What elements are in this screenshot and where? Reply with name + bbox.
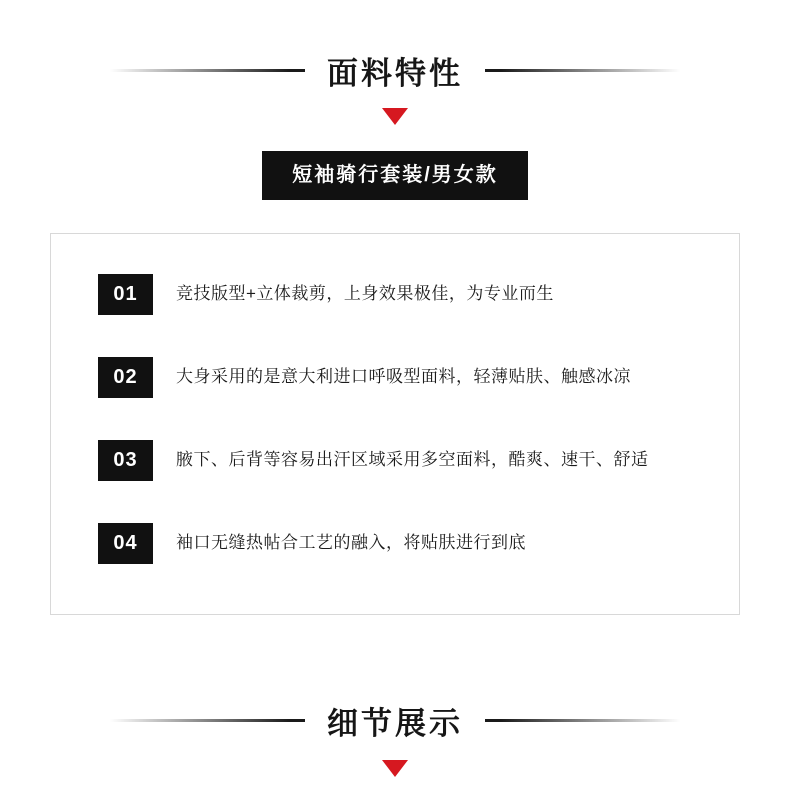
feature-list — [51, 234, 739, 571]
feature-number-badge: 03 — [98, 440, 153, 481]
heading-rule-left — [110, 69, 305, 72]
heading-rule-left — [110, 719, 305, 722]
product-tag-wrapper — [0, 151, 790, 200]
feature-number-badge: 01 — [98, 274, 153, 315]
feature-number-badge: 02 — [98, 357, 153, 398]
feature-text: 袖口无缝热帖合工艺的融入，将贴肤进行到底 — [176, 532, 526, 552]
feature-text: 大身采用的是意大利进口呼吸型面料，轻薄贴肤、触感冰凉 — [176, 366, 631, 386]
down-triangle-icon-bottom — [0, 760, 790, 777]
list-item — [51, 266, 739, 322]
feature-list-box — [50, 233, 740, 615]
section-header-fabric-features — [0, 48, 790, 93]
list-item — [51, 515, 739, 571]
feature-text: 腋下、后背等容易出汗区域采用多空面料，酷爽、速干、舒适 — [176, 449, 649, 469]
list-item — [51, 432, 739, 488]
feature-text: 竞技版型+立体裁剪，上身效果极佳，为专业而生 — [176, 283, 554, 303]
product-tag-label: 短袖骑行套装/男女款 — [262, 151, 528, 200]
section-title-top: 面料特性 — [327, 56, 463, 91]
down-triangle-icon-top — [0, 108, 790, 125]
list-item — [51, 349, 739, 405]
heading-rule-right — [485, 719, 680, 722]
section-header-detail-display — [0, 698, 790, 743]
section-title-bottom: 细节展示 — [327, 706, 463, 741]
feature-number-badge: 04 — [98, 523, 153, 564]
heading-rule-right — [485, 69, 680, 72]
